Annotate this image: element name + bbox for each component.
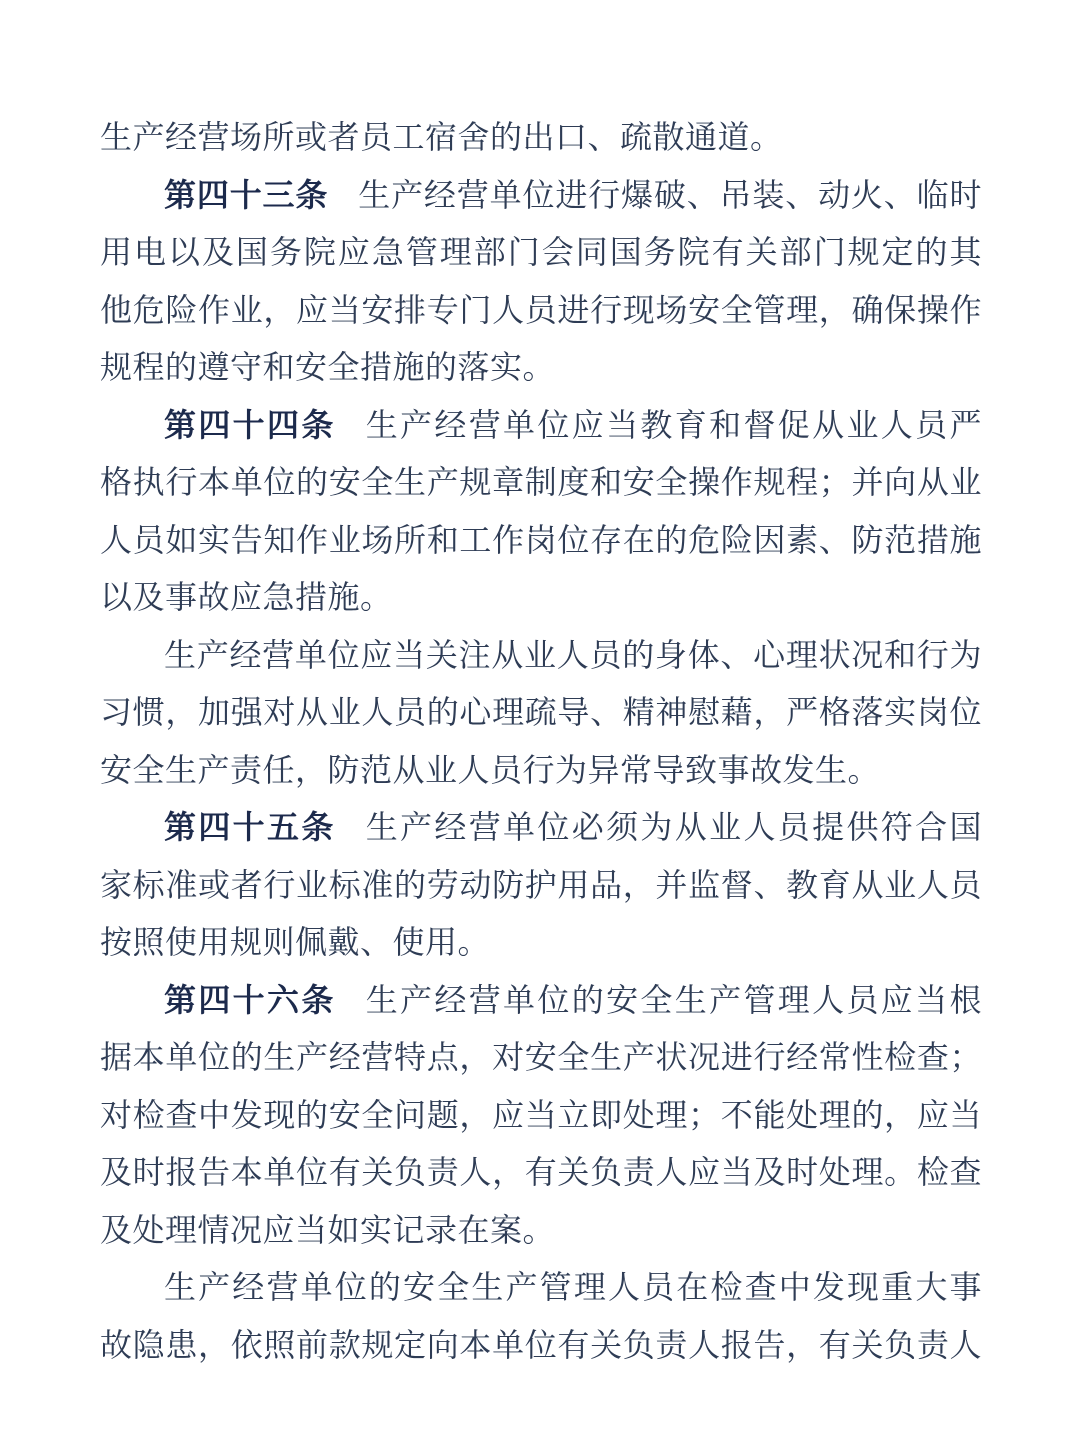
text-line: 习惯，加强对从业人员的心理疏导、精神慰藉，严格落实岗位 xyxy=(100,694,982,730)
text-line: 人员如实告知作业场所和工作岗位存在的危险因素、防范措施 xyxy=(100,521,982,558)
text-line: 按照使用规则佩戴、使用。 xyxy=(100,924,491,960)
text-line-article-43 xyxy=(100,167,982,225)
article-number: 第四十六条 xyxy=(164,981,336,1018)
article-number: 第四十四条 xyxy=(164,406,336,443)
line-text: 生产经营单位应当教育和督促从业人员严 xyxy=(365,406,982,443)
text-line: 格执行本单位的安全生产规章制度和安全操作规程；并向从业 xyxy=(100,464,982,500)
article-number: 第四十五条 xyxy=(164,809,336,845)
law-text-block xyxy=(100,109,982,1374)
text-line: 用电以及国务院应急管理部门会同国务院有关部门规定的其 xyxy=(100,234,982,270)
text-line: 据本单位的生产经营特点，对安全生产状况进行经常性检查； xyxy=(100,1039,982,1075)
text-line: 以及事故应急措施。 xyxy=(100,579,393,615)
text-line: 及处理情况应当如实记录在案。 xyxy=(100,1211,556,1248)
text-line: 他危险作业，应当安排专门人员进行现场安全管理，确保操作 xyxy=(100,291,982,328)
text-line-article-46 xyxy=(100,972,982,1030)
text-line: 生产经营场所或者员工宿舍的出口、疏散通道。 xyxy=(100,119,783,155)
text-line: 家标准或者行业标准的劳动防护用品，并监督、教育从业人员 xyxy=(100,866,982,903)
text-line: 故隐患，依照前款规定向本单位有关负责人报告，有关负责人 xyxy=(100,1326,982,1363)
text-line: 及时报告本单位有关负责人，有关负责人应当及时处理。检查 xyxy=(100,1154,982,1190)
text-line-article-44 xyxy=(100,397,982,455)
text-line: 对检查中发现的安全问题，应当立即处理；不能处理的，应当 xyxy=(100,1096,982,1133)
line-text: 生产经营单位必须为从业人员提供符合国 xyxy=(365,809,982,845)
text-line-paragraph-start: 生产经营单位的安全生产管理人员在检查中发现重大事 xyxy=(164,1269,982,1305)
text-line: 规程的遵守和安全措施的落实。 xyxy=(100,349,556,385)
line-text: 生产经营单位的安全生产管理人员应当根 xyxy=(365,981,982,1018)
text-line: 安全生产责任，防范从业人员行为异常导致事故发生。 xyxy=(100,751,881,788)
line-text: 生产经营单位进行爆破、吊装、动火、临时 xyxy=(358,176,982,213)
text-line-article-45 xyxy=(100,799,982,857)
article-number: 第四十三条 xyxy=(164,176,329,213)
text-line-paragraph-start: 生产经营单位应当关注从业人员的身体、心理状况和行为 xyxy=(164,636,982,673)
